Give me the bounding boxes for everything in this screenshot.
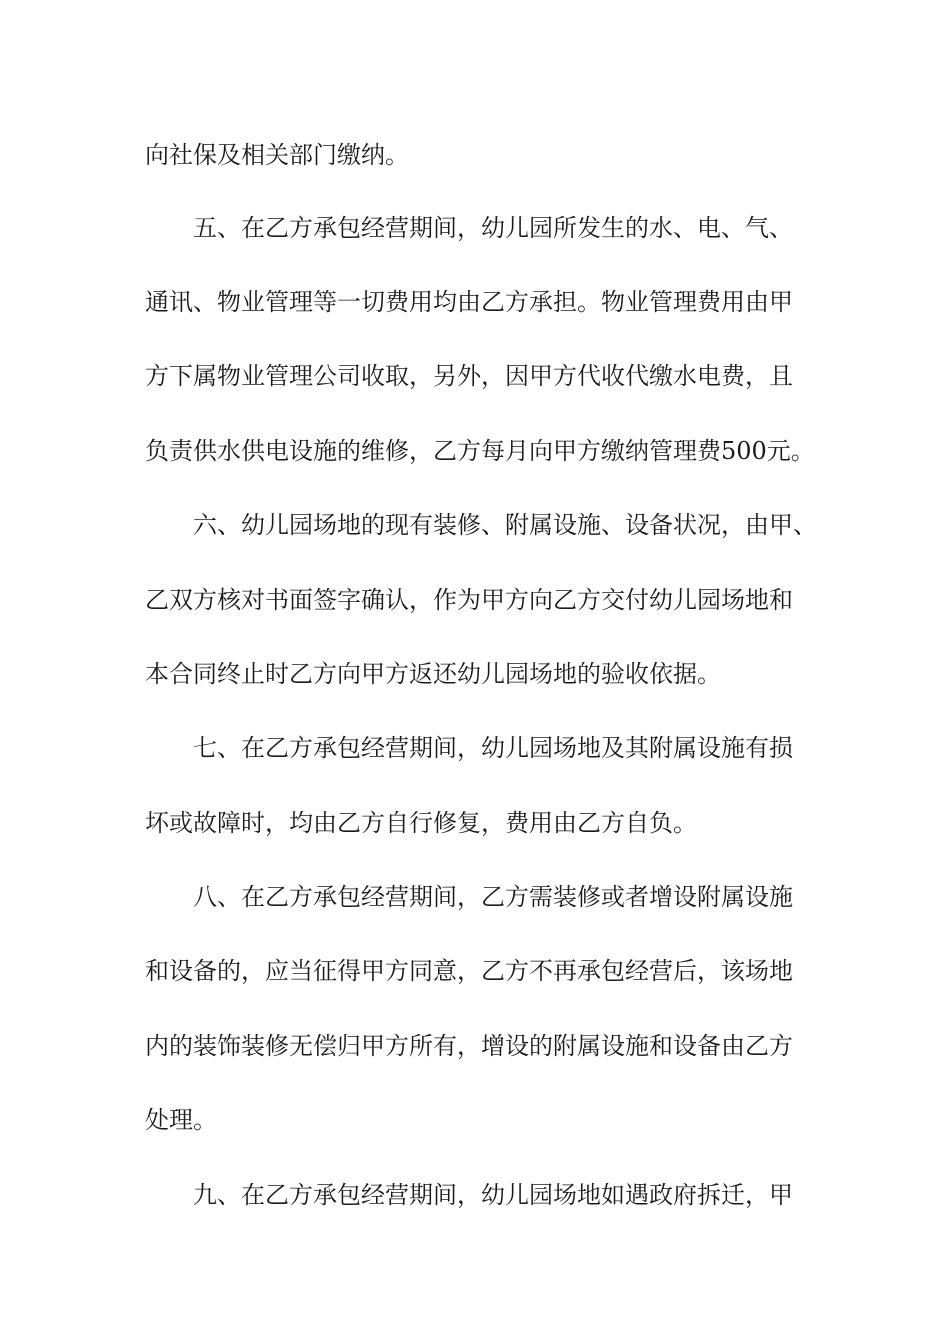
text-line: 通讯、物业管理等一切费用均由乙方承担。物业管理费用由甲 [145,288,793,316]
text-line: 六、幼儿园场地的现有装修、附属设施、设备状况，由甲、 [193,511,817,539]
text-line: 处理。 [145,1106,217,1134]
text-line: 方下属物业管理公司收取，另外，因甲方代收代缴水电费，且 [145,362,793,390]
text-line: 九、在乙方承包经营期间，幼儿园场地如遇政府拆迁，甲 [193,1181,793,1209]
text-line: 本合同终止时乙方向甲方返还幼儿园场地的验收依据。 [145,660,721,688]
text-line: 坏或故障时，均由乙方自行修复，费用由乙方自负。 [145,809,697,837]
text-line: 五、在乙方承包经营期间，幼儿园所发生的水、电、气、 [193,214,793,242]
text-line: 内的装饰装修无偿归甲方所有，增设的附属设施和设备由乙方 [145,1032,793,1060]
text-line: 和设备的，应当征得甲方同意，乙方不再承包经营后，该场地 [145,957,793,985]
text-line: 向社保及相关部门缴纳。 [145,141,409,169]
text-line: 乙双方核对书面签字确认，作为甲方向乙方交付幼儿园场地和 [145,586,793,614]
text-line: 七、在乙方承包经营期间，幼儿园场地及其附属设施有损 [193,734,793,762]
text-line: 八、在乙方承包经营期间，乙方需装修或者增设附属设施 [193,883,793,911]
text-line: 负责供水供电设施的维修，乙方每月向甲方缴纳管理费500元。 [145,437,815,465]
